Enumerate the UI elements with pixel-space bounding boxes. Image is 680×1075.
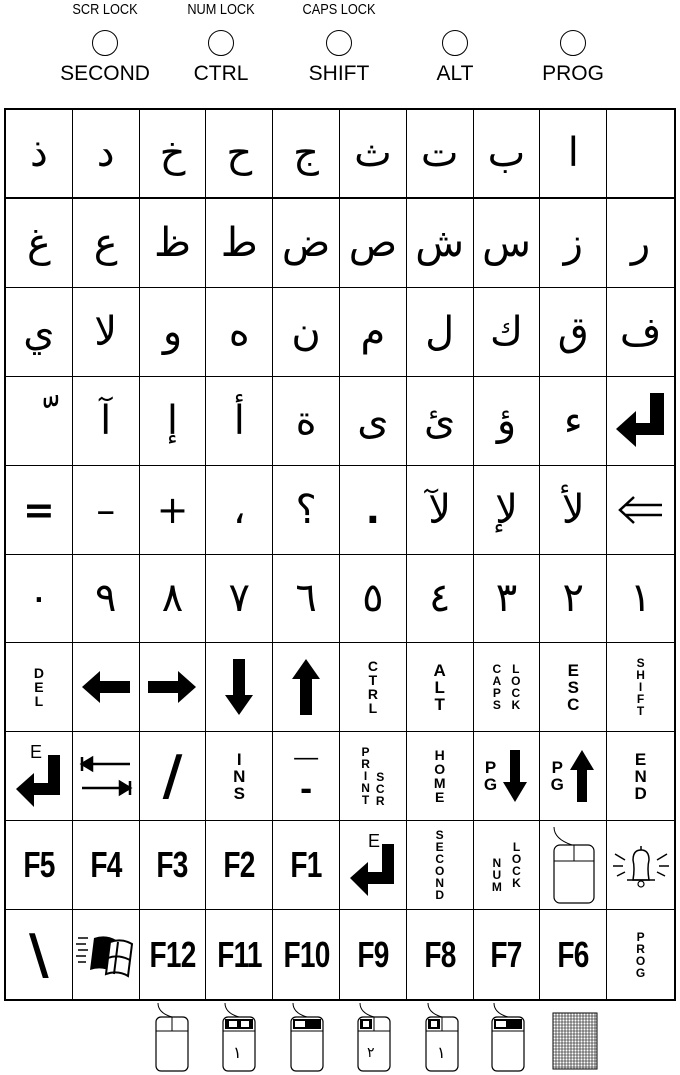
key-arabic-question[interactable]: ؟ bbox=[273, 466, 340, 555]
key-waw[interactable]: و bbox=[140, 288, 207, 377]
key-f6[interactable]: F6 bbox=[540, 910, 607, 999]
key-num-lock[interactable]: N U M L O C K bbox=[474, 821, 541, 910]
key-zah[interactable]: ظ bbox=[140, 199, 207, 288]
led-icon bbox=[208, 30, 234, 56]
key-alef-maksura[interactable]: ى bbox=[340, 377, 407, 466]
windows-logo-icon bbox=[76, 930, 136, 980]
key-digit-4[interactable]: ٤ bbox=[407, 555, 474, 644]
key-lam-alef-hamza-above[interactable]: لأ bbox=[540, 466, 607, 555]
key-dal[interactable]: د bbox=[73, 110, 140, 199]
key-home[interactable]: H O M E bbox=[407, 732, 474, 821]
indicator-alt: ALT bbox=[400, 0, 510, 86]
led-icon bbox=[326, 30, 352, 56]
key-digit-6[interactable]: ٦ bbox=[273, 555, 340, 644]
mouse-left-button-icon bbox=[354, 1003, 394, 1073]
key-page-up[interactable]: P G bbox=[540, 732, 607, 821]
tab-arrows-icon bbox=[78, 751, 134, 801]
mouse-both-buttons: ١ bbox=[219, 1003, 259, 1073]
enter-arrow-icon bbox=[614, 389, 668, 453]
led-icon bbox=[560, 30, 586, 56]
key-sad[interactable]: ص bbox=[340, 199, 407, 288]
mouse-right-button-icon bbox=[287, 1003, 327, 1073]
key-alef[interactable]: ا bbox=[540, 110, 607, 199]
key-noon[interactable]: ن bbox=[273, 288, 340, 377]
key-lam-alef-madda[interactable]: لآ bbox=[407, 466, 474, 555]
key-windows[interactable] bbox=[73, 910, 140, 999]
key-teh-marbuta[interactable]: ة bbox=[273, 377, 340, 466]
key-plus[interactable]: + bbox=[140, 466, 207, 555]
mouse-both-buttons-icon bbox=[219, 1003, 259, 1073]
key-enter-small[interactable]: E bbox=[6, 732, 73, 821]
key-arabic-comma[interactable]: ، bbox=[206, 466, 273, 555]
led-icon bbox=[92, 30, 118, 56]
key-khah[interactable]: خ bbox=[140, 110, 207, 199]
indicator-num-lock: NUM LOCK CTRL bbox=[187, 1, 255, 85]
indicator-scr-lock: SCR LOCK SECOND bbox=[60, 1, 150, 85]
key-page-down[interactable]: P G bbox=[474, 732, 541, 821]
key-end[interactable]: E N D bbox=[607, 732, 674, 821]
key-digit-5[interactable]: ٥ bbox=[340, 555, 407, 644]
mouse-icon bbox=[548, 825, 598, 905]
key-lam[interactable]: ل bbox=[407, 288, 474, 377]
key-ain[interactable]: ع bbox=[73, 199, 140, 288]
key-print-screen[interactable]: P R I N T S C R bbox=[340, 732, 407, 821]
key-second[interactable]: S E C O N D bbox=[407, 821, 474, 910]
key-f4[interactable]: F4 bbox=[73, 821, 140, 910]
key-f12[interactable]: F12 bbox=[140, 910, 207, 999]
key-meem[interactable]: م bbox=[340, 288, 407, 377]
key-backslash[interactable]: \ bbox=[6, 910, 73, 999]
key-feh[interactable]: ف bbox=[607, 288, 674, 377]
key-f7[interactable]: F7 bbox=[474, 910, 541, 999]
left-arrow-icon bbox=[80, 669, 132, 705]
key-mouse[interactable] bbox=[540, 821, 607, 910]
key-alt[interactable]: A L T bbox=[407, 643, 474, 732]
key-zain[interactable]: ز bbox=[540, 199, 607, 288]
key-ctrl[interactable]: C T R L bbox=[340, 643, 407, 732]
key-minus[interactable]: — - bbox=[273, 732, 340, 821]
key-blank[interactable] bbox=[607, 110, 674, 199]
key-f5[interactable]: F5 bbox=[6, 821, 73, 910]
key-alef-madda[interactable]: آ bbox=[73, 377, 140, 466]
key-hah[interactable]: ح bbox=[206, 110, 273, 199]
key-shift[interactable]: S H I F T bbox=[607, 643, 674, 732]
mouse-right-button-icon bbox=[488, 1003, 528, 1073]
key-digit-9[interactable]: ٩ bbox=[73, 555, 140, 644]
key-down-arrow[interactable] bbox=[206, 643, 273, 732]
key-del[interactable]: D E L bbox=[6, 643, 73, 732]
mouse-left-button: ٢ bbox=[354, 1003, 394, 1073]
key-left-arrow[interactable] bbox=[73, 643, 140, 732]
down-arrow-icon bbox=[501, 748, 529, 804]
key-digit-1[interactable]: ١ bbox=[607, 555, 674, 644]
key-ghain[interactable]: غ bbox=[6, 199, 73, 288]
double-left-arrow-icon bbox=[618, 495, 664, 525]
key-period[interactable]: . bbox=[340, 466, 407, 555]
mouse-icon bbox=[152, 1003, 192, 1073]
key-seen[interactable]: س bbox=[474, 199, 541, 288]
key-f10[interactable]: F10 bbox=[273, 910, 340, 999]
up-arrow-icon bbox=[290, 657, 322, 717]
key-ins[interactable]: I N S bbox=[206, 732, 273, 821]
key-teh[interactable]: ت bbox=[407, 110, 474, 199]
key-jeem[interactable]: ج bbox=[273, 110, 340, 199]
key-digit-3[interactable]: ٣ bbox=[474, 555, 541, 644]
key-theh[interactable]: ث bbox=[340, 110, 407, 199]
right-arrow-icon bbox=[146, 669, 198, 705]
key-equals[interactable]: = bbox=[6, 466, 73, 555]
key-f1[interactable]: F1 bbox=[273, 821, 340, 910]
key-thal[interactable]: ذ bbox=[6, 110, 73, 199]
key-caps-lock[interactable]: C A P S L O C K bbox=[474, 643, 541, 732]
key-enter-second[interactable]: E bbox=[340, 821, 407, 910]
key-kaf[interactable]: ك bbox=[474, 288, 541, 377]
key-f2[interactable]: F2 bbox=[206, 821, 273, 910]
key-lam-alef-hamza-below[interactable]: لإ bbox=[474, 466, 541, 555]
key-f8[interactable]: F8 bbox=[407, 910, 474, 999]
led-icon bbox=[442, 30, 468, 56]
key-right-arrow[interactable] bbox=[140, 643, 207, 732]
key-yeh-hamza[interactable]: ئ bbox=[407, 377, 474, 466]
key-digit-2[interactable]: ٢ bbox=[540, 555, 607, 644]
key-backspace[interactable] bbox=[607, 466, 674, 555]
key-waw-hamza[interactable]: ؤ bbox=[474, 377, 541, 466]
key-dash[interactable]: – bbox=[73, 466, 140, 555]
key-dad[interactable]: ض bbox=[273, 199, 340, 288]
key-shadda[interactable] bbox=[6, 377, 73, 466]
key-prog[interactable]: P R O G bbox=[635, 929, 646, 980]
key-sheen[interactable]: ش bbox=[407, 199, 474, 288]
key-lam-alef[interactable]: لا bbox=[73, 288, 140, 377]
key-digit-0[interactable]: ٠ bbox=[6, 555, 73, 644]
key-grid bbox=[4, 108, 676, 1001]
key-tab[interactable] bbox=[73, 732, 140, 821]
key-reh[interactable]: ر bbox=[607, 199, 674, 288]
mouse-left-button-1: ١ bbox=[422, 1003, 462, 1073]
key-slash[interactable]: / bbox=[140, 732, 207, 821]
key-digit-8[interactable]: ٨ bbox=[140, 555, 207, 644]
key-qaf[interactable]: ق bbox=[540, 288, 607, 377]
key-esc[interactable]: E S C bbox=[540, 643, 607, 732]
indicator-prog: PROG bbox=[518, 0, 628, 86]
mouse-left-button-icon bbox=[422, 1003, 462, 1073]
grid-pad-icon bbox=[552, 1012, 598, 1070]
up-arrow-icon bbox=[568, 748, 596, 804]
key-up-arrow[interactable] bbox=[273, 643, 340, 732]
key-yeh[interactable]: ي bbox=[6, 288, 73, 377]
key-bell[interactable] bbox=[607, 821, 674, 910]
key-f3[interactable]: F3 bbox=[140, 821, 207, 910]
key-alef-hamza-above[interactable]: أ bbox=[206, 377, 273, 466]
key-digit-7[interactable]: ٧ bbox=[206, 555, 273, 644]
key-enter[interactable] bbox=[607, 377, 674, 466]
bell-icon bbox=[611, 840, 671, 890]
key-f11[interactable]: F11 bbox=[206, 910, 273, 999]
key-hamza[interactable]: ء bbox=[540, 377, 607, 466]
key-beh[interactable]: ب bbox=[474, 110, 541, 199]
indicator-caps-lock: CAPS LOCK SHIFT bbox=[302, 1, 376, 85]
key-tah[interactable]: ط bbox=[206, 199, 273, 288]
key-alef-hamza-below[interactable]: إ bbox=[140, 377, 207, 466]
key-f9[interactable]: F9 bbox=[340, 910, 407, 999]
down-arrow-icon bbox=[223, 657, 255, 717]
key-heh[interactable]: ه bbox=[206, 288, 273, 377]
